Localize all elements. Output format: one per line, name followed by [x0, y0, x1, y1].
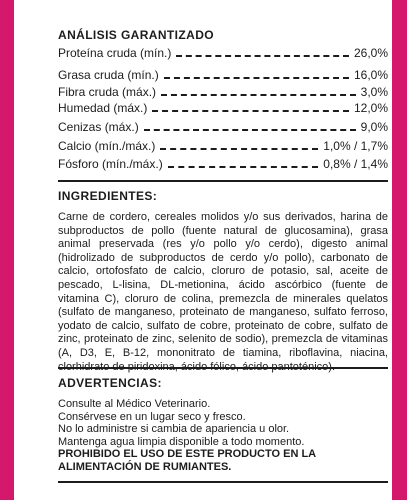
analysis-value: 16,0% — [353, 68, 388, 82]
analysis-row — [58, 157, 388, 171]
analysis-value: 3,0% — [360, 85, 388, 99]
analysis-label: Fósforo (mín./máx.) — [58, 157, 163, 171]
leader-dashes — [144, 129, 356, 131]
ruminant-prohibition: ALIMENTACIÓN DE RUMIANTES. — [58, 460, 232, 473]
warnings-title: ADVERTENCIAS: — [58, 376, 162, 390]
leader-dashes — [152, 110, 349, 112]
analysis-row — [58, 101, 388, 115]
analysis-row — [58, 139, 388, 153]
analysis-label: Grasa cruda (mín.) — [58, 68, 159, 82]
label-panel — [58, 0, 388, 500]
analysis-value: 26,0% — [353, 46, 388, 60]
analysis-value: 12,0% — [353, 101, 388, 115]
analysis-title: ANÁLISIS GARANTIZADO — [58, 28, 214, 42]
warning-line: Mantenga agua limpia disponible a todo momento. — [58, 435, 305, 448]
section-divider — [58, 367, 388, 369]
leader-dashes — [161, 94, 356, 96]
analysis-label: Fibra cruda (máx.) — [58, 85, 157, 99]
leader-dashes — [168, 166, 319, 168]
magenta-border-left — [0, 0, 14, 500]
analysis-row — [58, 46, 388, 60]
analysis-row — [58, 68, 388, 82]
analysis-value: 0,8% / 1,4% — [323, 157, 388, 171]
warning-line: Consulte al Médico Veterinario. — [58, 398, 211, 410]
warning-line: Consérvese en un lugar seco y fresco. — [58, 410, 246, 423]
analysis-row — [58, 85, 388, 99]
magenta-border-right — [392, 0, 407, 500]
analysis-label: Humedad (máx.) — [58, 101, 148, 115]
warning-line: No lo administre si cambia de apariencia u olor. — [58, 423, 290, 436]
analysis-row — [58, 120, 388, 134]
leader-dashes — [176, 55, 349, 57]
ingredients-title: INGREDIENTES: — [58, 189, 158, 203]
leader-dashes — [164, 77, 349, 79]
analysis-label: Proteína cruda (mín.) — [58, 46, 172, 60]
analysis-value: 9,0% — [360, 120, 388, 134]
ruminant-prohibition: PROHIBIDO EL USO DE ESTE PRODUCTO EN LA — [58, 448, 317, 461]
analysis-value: 1,0% / 1,7% — [323, 139, 388, 153]
analysis-label: Calcio (mín./máx.) — [58, 139, 156, 153]
section-divider — [58, 481, 388, 483]
analysis-label: Cenizas (máx.) — [58, 120, 139, 134]
warnings-list — [58, 398, 388, 474]
ingredients-text: Carne de cordero, cereales molidos y/o sus derivados, harina de subproductos de pollo (fuente natural de glucosamina), grasa animal preservada (res y/o pollo y/o cerdo), digesto animal (hidrolizado de subproductos de cerdo y/o pollo), carbonato de calcio, ortofosfato de calcio, cloruro de potasio, sal, aceite de pescado, L-lisina, DL-metionina, ácido ascórbico (fuente de vitamina C), cloruro de colina, premezcla de minerales quelatos (sulfato de manganeso, proteinato de manganeso, sulfato ferroso, yodato de calcio, sulfato de cobre, proteinato de cobre, sulfato de zinc, proteinato de zinc, selenito de sodio), premezcla de vitaminas (A, D3, E, B-12, mononitrato de tiamina, riboflavina, niacina, clorhidrato de piridoxina, ácido fólico, ácido pantoténico). — [58, 211, 388, 373]
leader-dashes — [160, 148, 318, 150]
section-divider — [58, 180, 388, 182]
